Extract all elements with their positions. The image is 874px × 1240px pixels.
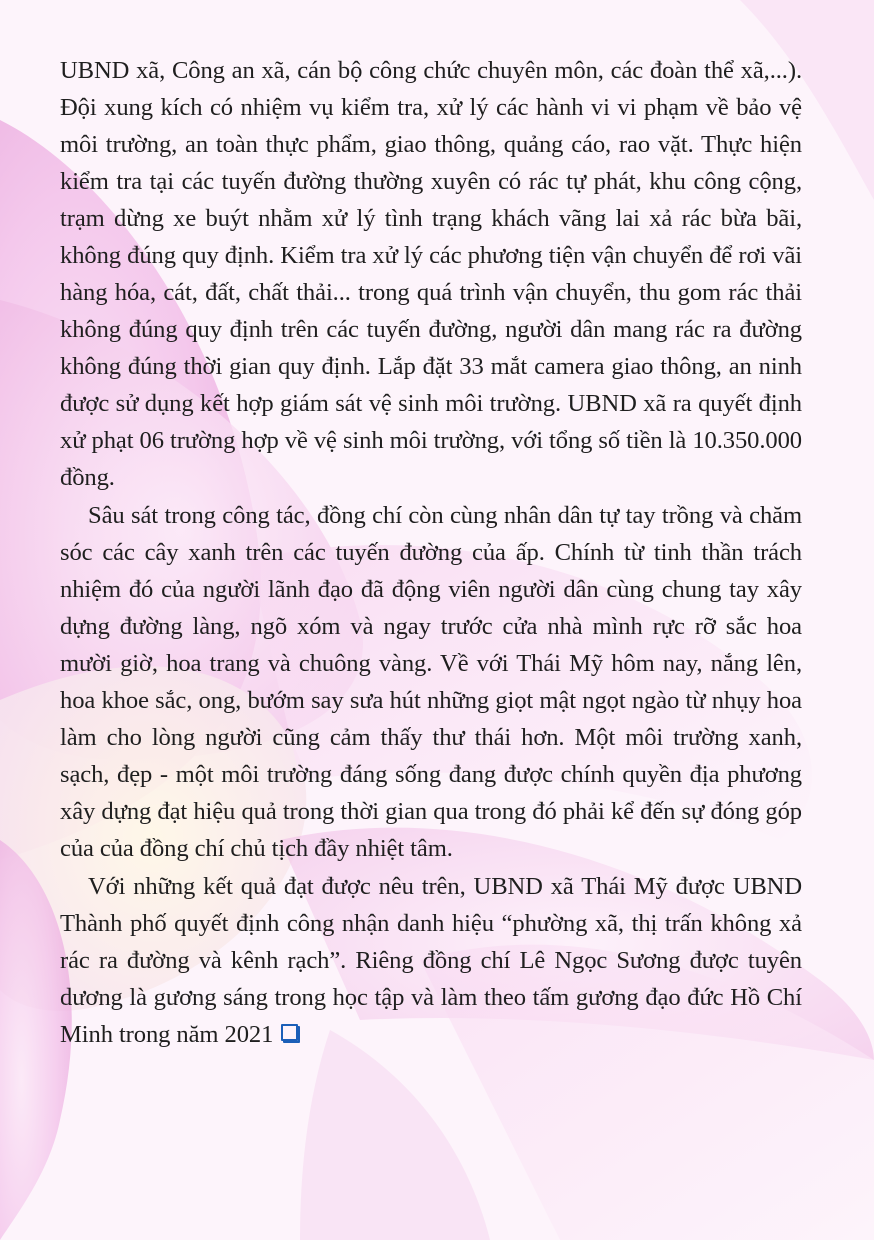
paragraph-3 [60, 868, 802, 1053]
paragraph-2: Sâu sát trong công tác, đồng chí còn cùng nhân dân tự tay trồng và chăm sóc các cây xanh trên các tuyến đường của ấp. Chính từ tinh thần trách nhiệm đó của người lãnh đạo đã động viên người dân cùng chung tay xây dựng đường làng, ngõ xóm và ngay trước cửa nhà mình rực rỡ sắc hoa mười giờ, hoa trang và chuông vàng. Về với Thái Mỹ hôm nay, nắng lên, hoa khoe sắc, ong, bướm say sưa hút những giọt mật ngọt ngào từ nhụy hoa làm cho lòng người cũng cảm thấy thư thái hơn. Một môi trường xanh, sạch, đẹp - một môi trường đáng sống đang được chính quyền địa phương xây dựng đạt hiệu quả trong thời gian qua trong đó phải kể đến sự đóng góp của của đồng chí chủ tịch đầy nhiệt tâm. [60, 502, 802, 862]
document-page [60, 52, 802, 1053]
ballot-box-icon [281, 1024, 298, 1041]
paragraph-1: UBND xã, Công an xã, cán bộ công chức chuyên môn, các đoàn thể xã,...). Đội xung kích có nhiệm vụ kiểm tra, xử lý các hành vi vi phạm về bảo vệ môi trường, an toàn thực phẩm, giao thông, quảng cáo, rao vặt. Thực hiện kiểm tra tại các tuyến đường thường xuyên có rác tự phát, khu công cộng, trạm dừng xe buýt nhằm xử lý tình trạng khách vãng lai xả rác bừa bãi, không đúng quy định. Kiểm tra xử lý các phương tiện vận chuyển để rơi vãi hàng hóa, cát, đất, chất thải... trong quá trình vận chuyển, thu gom rác thải không đúng quy định trên các tuyến đường, người dân mang rác ra đường không đúng thời gian quy định. Lắp đặt 33 mắt camera giao thông, an ninh được sử dụng kết hợp giám sát vệ sinh môi trường. UBND xã ra quyết định xử phạt 06 trường hợp về vệ sinh môi trường, với tổng số tiền là 10.350.000 đồng. [60, 57, 802, 491]
paragraph-3-text: Với những kết quả đạt được nêu trên, UBND xã Thái Mỹ được UBND Thành phố quyết định công nhận danh hiệu “phường xã, thị trấn không xả rác ra đường và kênh rạch”. Riêng đồng chí Lê Ngọc Sương được tuyên dương là gương sáng trong học tập và làm theo tấm gương đạo đức Hồ Chí Minh trong năm 2021 [60, 873, 802, 1048]
